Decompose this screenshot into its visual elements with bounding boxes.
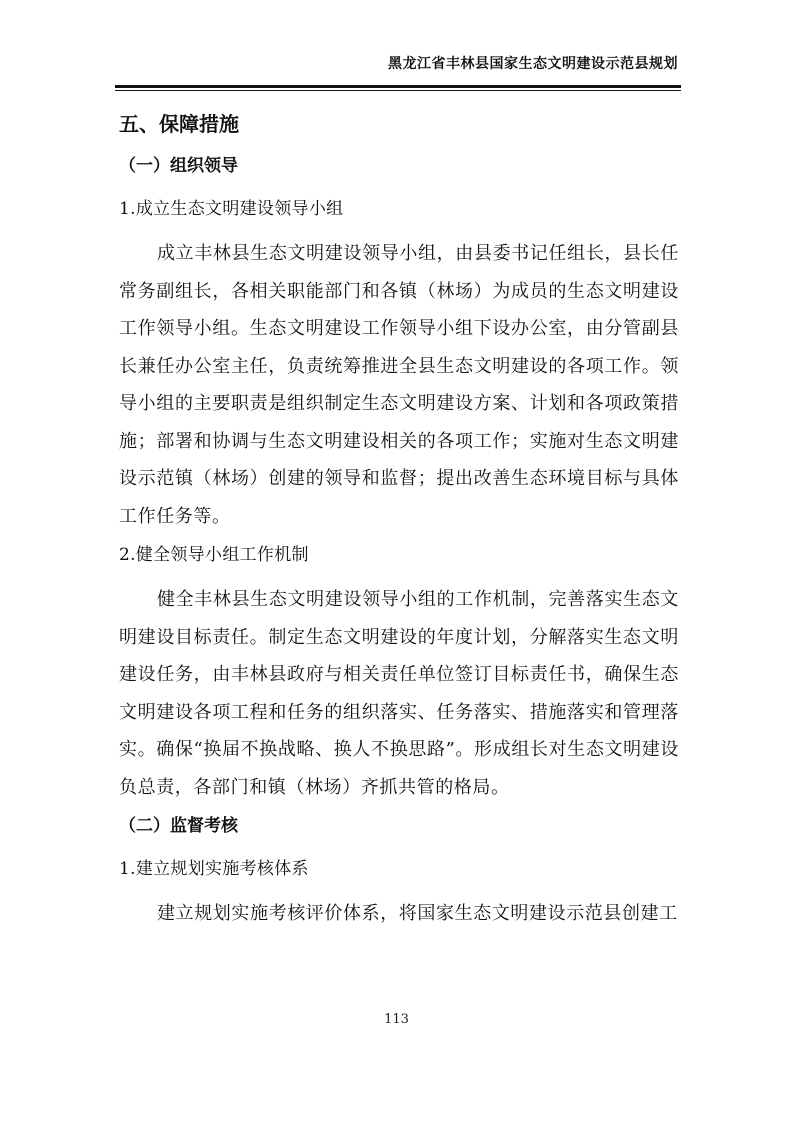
section-heading: 五、保障措施: [119, 112, 239, 136]
paragraph-improve-mechanism: 健全丰林县生态文明建设领导小组的工作机制，完善落实生态文明建设目标责任。制定生态文明建设的年度计划，分解落实生态文明建设任务，由丰林县政府与相关责任单位签订目标责任书，确保生态文明建设各项工程和任务的组织落实、任务落实、措施落实和管理落实。确保“换届不换战略、换人不换思路”。形成组长对生态文明建设负总责，各部门和镇（林场）齐抓共管的格局。: [119, 589, 679, 798]
page-body: [119, 108, 679, 939]
paragraph-assessment-system: 建立规划实施考核评价体系，将国家生态文明建设示范县创建工: [157, 903, 678, 924]
subsection-heading-organization: （一）组织领导: [119, 156, 238, 176]
header-rule-thin: [115, 90, 681, 91]
item-title-assessment-system: 1.建立规划实施考核体系: [119, 859, 309, 879]
item-title-establish-group: 1.成立生态文明建设领导小组: [119, 199, 344, 219]
page-number: 113: [384, 1012, 409, 1027]
item-title-improve-mechanism: 2.健全领导小组工作机制: [119, 545, 309, 565]
running-header-title: 黑龙江省丰林县国家生态文明建设示范县规划: [388, 56, 678, 72]
subsection-heading-supervision: （二）监督考核: [119, 816, 238, 836]
header-rule-thick: [115, 85, 681, 88]
paragraph-establish-group: 成立丰林县生态文明建设领导小组，由县委书记任组长，县长任常务副组长，各相关职能部门和各镇（林场）为成员的生态文明建设工作领导小组。生态文明建设工作领导小组下设办公室，由分管副县长兼任办公室主任，负责统筹推进全县生态文明建设的各项工作。领导小组的主要职责是组织制定生态文明建设方案、计划和各项政策措施；部署和协调与生态文明建设相关的各项工作；实施对生态文明建设示范镇（林场）创建的领导和监督；提出改善生态环境目标与具体工作任务等。: [119, 243, 679, 527]
